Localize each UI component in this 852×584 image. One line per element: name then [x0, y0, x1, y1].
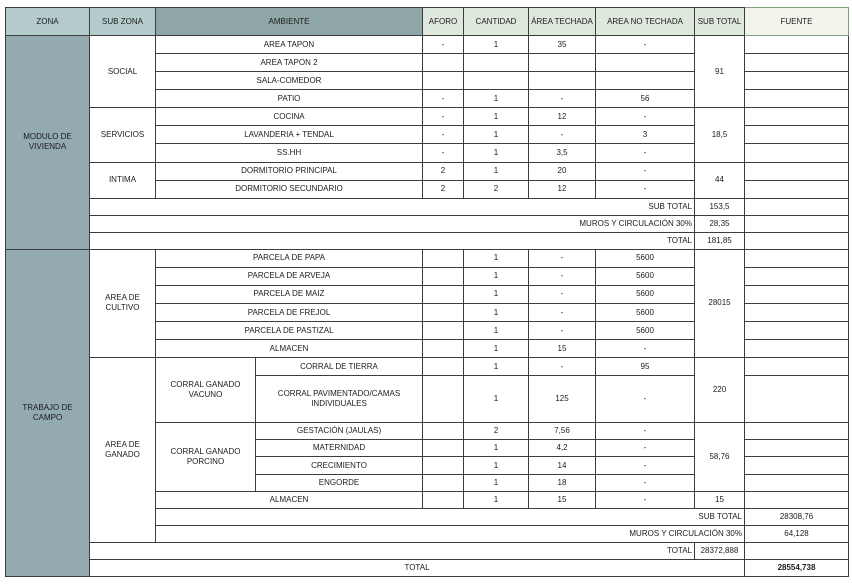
notechada-cell: 56: [596, 90, 695, 108]
header-row: [6, 8, 849, 36]
fuente-cell: [745, 215, 849, 232]
table-row: [6, 108, 849, 126]
ambiente-cell: PARCELA DE ARVEJA: [156, 267, 423, 285]
header-zona: ZONA: [6, 8, 90, 36]
ambiente-cell: PARCELA DE FREJOL: [156, 303, 423, 321]
summary-value: 28308,76: [745, 508, 849, 525]
header-ambiente: AMBIENTE: [156, 8, 423, 36]
aforo-cell: -: [423, 144, 464, 162]
summary-row: [6, 215, 849, 232]
notechada-cell: [596, 54, 695, 72]
ambiente-cell: COCINA: [156, 108, 423, 126]
techada-cell: -: [529, 358, 596, 376]
notechada-cell: 5600: [596, 267, 695, 285]
fuente-cell: [745, 249, 849, 267]
subtotal-servicios: 18,5: [695, 108, 745, 162]
ambiente-cell: PARCELA DE PAPA: [156, 249, 423, 267]
cantidad-cell: 1: [464, 491, 529, 508]
table-row: [6, 36, 849, 54]
programa-table: [5, 7, 849, 577]
fuente-cell: [745, 542, 849, 559]
techada-cell: [529, 54, 596, 72]
cantidad-cell: 1: [464, 358, 529, 376]
fuente-cell: [745, 198, 849, 215]
cantidad-cell: 1: [464, 126, 529, 144]
summary-label: TOTAL: [90, 542, 695, 559]
subzona-cultivo: AREA DE CULTIVO: [90, 249, 156, 357]
aforo-cell: [423, 285, 464, 303]
notechada-cell: -: [596, 144, 695, 162]
table-row: [6, 162, 849, 180]
notechada-cell: 5600: [596, 303, 695, 321]
techada-cell: -: [529, 90, 596, 108]
techada-cell: -: [529, 303, 596, 321]
summary-value: 28372,888: [695, 542, 745, 559]
techada-cell: 125: [529, 376, 596, 423]
cantidad-cell: 1: [464, 376, 529, 423]
header-area-no-techada: AREA NO TECHADA: [596, 8, 695, 36]
notechada-cell: -: [596, 180, 695, 198]
cantidad-cell: 1: [464, 249, 529, 267]
fuente-cell: [745, 162, 849, 180]
ambiente-cell: SALA-COMEDOR: [156, 72, 423, 90]
techada-cell: 12: [529, 180, 596, 198]
fuente-cell: [745, 440, 849, 457]
ambiente-cell: LAVANDERIA + TENDAL: [156, 126, 423, 144]
techada-cell: 15: [529, 491, 596, 508]
fuente-cell: [745, 285, 849, 303]
techada-cell: 4,2: [529, 440, 596, 457]
subtotal-vacuno: 220: [695, 358, 745, 423]
techada-cell: 14: [529, 457, 596, 474]
fuente-cell: [745, 340, 849, 358]
summary-label: MUROS Y CIRCULACIÓN 30%: [156, 525, 745, 542]
aforo-cell: [423, 303, 464, 321]
cantidad-cell: 1: [464, 322, 529, 340]
aforo-cell: [423, 440, 464, 457]
cantidad-cell: 1: [464, 90, 529, 108]
subtotal-social: 91: [695, 36, 745, 108]
techada-cell: 15: [529, 340, 596, 358]
techada-cell: 35: [529, 36, 596, 54]
aforo-cell: 2: [423, 180, 464, 198]
ambiente-cell: ENGORDE: [256, 474, 423, 491]
notechada-cell: -: [596, 162, 695, 180]
summary-label: TOTAL: [90, 232, 695, 249]
cantidad-cell: [464, 54, 529, 72]
fuente-cell: [745, 474, 849, 491]
fuente-cell: [745, 90, 849, 108]
techada-cell: 12: [529, 108, 596, 126]
summary-label: MUROS Y CIRCULACIÓN 30%: [90, 215, 695, 232]
notechada-cell: 5600: [596, 322, 695, 340]
fuente-cell: [745, 376, 849, 423]
fuente-cell: [745, 126, 849, 144]
aforo-cell: [423, 54, 464, 72]
aforo-cell: [423, 474, 464, 491]
ambiente-cell: PARCELA DE PASTIZAL: [156, 322, 423, 340]
fuente-cell: [745, 303, 849, 321]
summary-value: 181,85: [695, 232, 745, 249]
fuente-cell: [745, 491, 849, 508]
cantidad-cell: 1: [464, 162, 529, 180]
fuente-cell: [745, 423, 849, 440]
ambiente-cell: CORRAL DE TIERRA: [256, 358, 423, 376]
aforo-cell: -: [423, 36, 464, 54]
fuente-cell: [745, 358, 849, 376]
cantidad-cell: 2: [464, 180, 529, 198]
aforo-cell: -: [423, 90, 464, 108]
aforo-cell: [423, 457, 464, 474]
grand-total-label: TOTAL: [90, 559, 745, 576]
cantidad-cell: 1: [464, 474, 529, 491]
notechada-cell: 5600: [596, 249, 695, 267]
grand-total-row: [6, 559, 849, 576]
ambiente-cell: PARCELA DE MAIZ: [156, 285, 423, 303]
fuente-cell: [745, 267, 849, 285]
notechada-cell: -: [596, 423, 695, 440]
summary-row: [6, 232, 849, 249]
techada-cell: 7,56: [529, 423, 596, 440]
grand-total-value: 28554,738: [745, 559, 849, 576]
subtotal-cultivo: 28015: [695, 249, 745, 357]
subzona-intima: INTIMA: [90, 162, 156, 198]
summary-value: 153,5: [695, 198, 745, 215]
fuente-cell: [745, 54, 849, 72]
corral-vacuno: CORRAL GANADO VACUNO: [156, 358, 256, 423]
subtotal-porcino: 58,76: [695, 423, 745, 491]
fuente-cell: [745, 322, 849, 340]
cantidad-cell: 1: [464, 440, 529, 457]
summary-row: [6, 542, 849, 559]
summary-label: SUB TOTAL: [90, 198, 695, 215]
techada-cell: -: [529, 285, 596, 303]
ambiente-cell: MATERNIDAD: [256, 440, 423, 457]
notechada-cell: -: [596, 340, 695, 358]
aforo-cell: [423, 358, 464, 376]
cantidad-cell: 2: [464, 423, 529, 440]
ambiente-cell: DORMITORIO SECUNDARIO: [156, 180, 423, 198]
techada-cell: 20: [529, 162, 596, 180]
table-row: [6, 249, 849, 267]
ambiente-cell: CORRAL PAVIMENTADO/CAMAS INDIVIDUALES: [256, 376, 423, 423]
subzona-servicios: SERVICIOS: [90, 108, 156, 162]
ambiente-cell: ALMACEN: [156, 340, 423, 358]
fuente-cell: [745, 144, 849, 162]
header-area-techada: ÁREA TECHADA: [529, 8, 596, 36]
notechada-cell: -: [596, 376, 695, 423]
notechada-cell: -: [596, 36, 695, 54]
subzona-social: SOCIAL: [90, 36, 156, 108]
ambiente-cell: PATIO: [156, 90, 423, 108]
aforo-cell: [423, 491, 464, 508]
header-fuente: FUENTE: [745, 8, 849, 36]
subzona-ganado: AREA DE GANADO: [90, 358, 156, 543]
table-row: [6, 358, 849, 376]
subtotal-almacen: 15: [695, 491, 745, 508]
notechada-cell: 95: [596, 358, 695, 376]
ambiente-cell: AREA TAPON 2: [156, 54, 423, 72]
header-aforo: AFORO: [423, 8, 464, 36]
cantidad-cell: 1: [464, 457, 529, 474]
notechada-cell: -: [596, 108, 695, 126]
header-subzona: SUB ZONA: [90, 8, 156, 36]
aforo-cell: [423, 249, 464, 267]
cantidad-cell: 1: [464, 36, 529, 54]
ambiente-cell: GESTACIÓN (JAULAS): [256, 423, 423, 440]
header-cantidad: CANTIDAD: [464, 8, 529, 36]
header-subtotal: SUB TOTAL: [695, 8, 745, 36]
fuente-cell: [745, 232, 849, 249]
zona-campo: TRABAJO DE CAMPO: [6, 249, 90, 576]
aforo-cell: [423, 72, 464, 90]
fuente-cell: [745, 180, 849, 198]
aforo-cell: 2: [423, 162, 464, 180]
notechada-cell: [596, 72, 695, 90]
cantidad-cell: 1: [464, 267, 529, 285]
aforo-cell: [423, 267, 464, 285]
notechada-cell: -: [596, 474, 695, 491]
fuente-cell: [745, 72, 849, 90]
aforo-cell: -: [423, 126, 464, 144]
aforo-cell: [423, 423, 464, 440]
summary-value: 64,128: [745, 525, 849, 542]
aforo-cell: [423, 340, 464, 358]
notechada-cell: -: [596, 491, 695, 508]
ambiente-cell: DORMITORIO PRINCIPAL: [156, 162, 423, 180]
aforo-cell: -: [423, 108, 464, 126]
techada-cell: [529, 72, 596, 90]
techada-cell: 18: [529, 474, 596, 491]
notechada-cell: -: [596, 440, 695, 457]
cantidad-cell: 1: [464, 144, 529, 162]
subtotal-intima: 44: [695, 162, 745, 198]
techada-cell: 3,5: [529, 144, 596, 162]
ambiente-cell: SS.HH: [156, 144, 423, 162]
fuente-cell: [745, 108, 849, 126]
notechada-cell: -: [596, 457, 695, 474]
cantidad-cell: 1: [464, 108, 529, 126]
zona-vivienda: MODULO DE VIVIENDA: [6, 36, 90, 250]
summary-row: [6, 198, 849, 215]
cantidad-cell: 1: [464, 340, 529, 358]
ambiente-cell: AREA TAPON: [156, 36, 423, 54]
ambiente-cell: CRECIMIENTO: [256, 457, 423, 474]
techada-cell: -: [529, 322, 596, 340]
techada-cell: -: [529, 267, 596, 285]
notechada-cell: 3: [596, 126, 695, 144]
fuente-cell: [745, 457, 849, 474]
summary-label: SUB TOTAL: [156, 508, 745, 525]
aforo-cell: [423, 322, 464, 340]
techada-cell: -: [529, 126, 596, 144]
summary-value: 28,35: [695, 215, 745, 232]
cantidad-cell: [464, 72, 529, 90]
techada-cell: -: [529, 249, 596, 267]
fuente-cell: [745, 36, 849, 54]
cantidad-cell: 1: [464, 285, 529, 303]
corral-porcino: CORRAL GANADO PORCINO: [156, 423, 256, 491]
ambiente-cell: ALMACEN: [156, 491, 423, 508]
cantidad-cell: 1: [464, 303, 529, 321]
notechada-cell: 5600: [596, 285, 695, 303]
aforo-cell: [423, 376, 464, 423]
